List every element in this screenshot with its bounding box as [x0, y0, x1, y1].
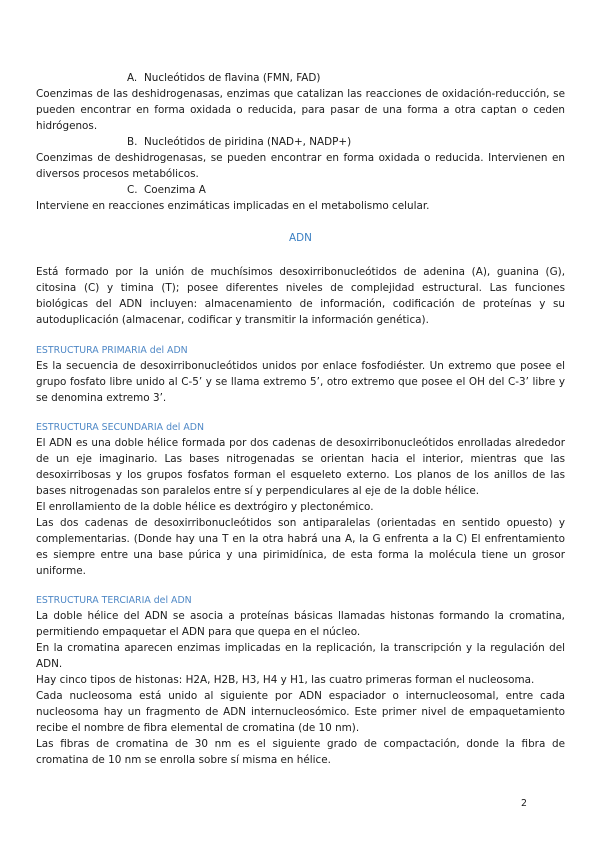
paragraph-terciaria-3: Hay cinco tipos de histonas: H2A, H2B, H3, H4 y H1, las cuatro primeras forman el nucleosoma. [36, 674, 535, 686]
paragraph-primaria: Es la secuencia de desoxirribonucleótidos unidos por enlace fosfodiéster. Un extremo que posee el grupo fosfato libre unido al C-5’ y se llama extremo 5’, otro extremo que posee el OH del C-3’ libre y se denomina extremo 3’. [36, 360, 565, 404]
list-marker: B. [127, 136, 138, 148]
list-item-c [36, 182, 565, 198]
paragraph-flavina: Coenzimas de las deshidrogenasas, enzimas que catalizan las reacciones de oxidación-reducción, se pueden encontrar en forma oxidada o reducida, para pasar de una forma a otra captan o ceden hidrógenos. [36, 88, 565, 132]
list-marker: C. [127, 184, 138, 196]
paragraph-secundaria-1: El ADN es una doble hélice formada por dos cadenas de desoxirribonucleótidos enrolladas alrededor de un eje imaginario. Las bases nitrogenadas se orientan hacia el interior, mientras que las desoxirribosas y los grupos fosfatos forman el esqueleto externo. Los planos de los anillos de las bases nitrogenadas son paralelos entre sí y perpendiculares al eje de la doble hélice. [36, 437, 565, 497]
heading-estructura-terciaria: ESTRUCTURA TERCIARIA del ADN [36, 595, 192, 606]
section-title-adn: ADN [289, 232, 312, 244]
document-page [36, 70, 565, 768]
paragraph-piridina: Coenzimas de deshidrogenasas, se pueden encontrar en forma oxidada o reducida. Intervienen en diversos procesos metabólicos. [36, 152, 565, 180]
paragraph-terciaria-5: Las fibras de cromatina de 30 nm es el siguiente grado de compactación, donde la fibra de cromatina de 10 nm se enrolla sobre sí misma en hélice. [36, 738, 565, 766]
paragraph-secundaria-3: Las dos cadenas de desoxirribonucleótidos son antiparalelas (orientadas en sentido opuesto) y complementarias. (Donde hay una T en la otra habrá una A, la G enfrenta a la C) El enfrentamiento es siempre entre una base púrica y una pirimidínica, de esta forma la molécula tiene un grosor uniforme. [36, 517, 565, 577]
list-item-a [36, 70, 565, 86]
paragraph-adn-intro: Está formado por la unión de muchísimos desoxirribonucleótidos de adenina (A), guanina (G), citosina (C) y timina (T); posee diferentes niveles de complejidad estructural. Las funciones biológicas del ADN incluyen: almacenamiento de información, codificación de proteínas y su autoduplicación (almacenar, codificar y transmitir la información genética). [36, 266, 565, 326]
list-item-title: Coenzima A [144, 184, 206, 196]
list-item-title: Nucleótidos de piridina (NAD+, NADP+) [144, 136, 352, 148]
heading-estructura-secundaria: ESTRUCTURA SECUNDARIA del ADN [36, 422, 205, 433]
paragraph-secundaria-2: El enrollamiento de la doble hélice es dextrógiro y plectonémico. [36, 501, 374, 513]
list-item-b [36, 134, 565, 150]
list-marker: A. [127, 72, 138, 84]
page-number: 2 [521, 798, 527, 809]
paragraph-coenzima-a: Interviene en reacciones enzimáticas implicadas en el metabolismo celular. [36, 200, 430, 212]
list-item-title: Nucleótidos de flavina (FMN, FAD) [144, 72, 321, 84]
paragraph-terciaria-2: En la cromatina aparecen enzimas implicadas en la replicación, la transcripción y la regulación del ADN. [36, 642, 565, 670]
paragraph-terciaria-1: La doble hélice del ADN se asocia a proteínas básicas llamadas histonas formando la cromatina, permitiendo empaquetar el ADN para que quepa en el núcleo. [36, 610, 565, 638]
paragraph-terciaria-4: Cada nucleosoma está unido al siguiente por ADN espaciador o internucleosomal, entre cada nucleosoma hay un fragmento de ADN internucleosómico. Este primer nivel de empaquetamiento recibe el nombre de fibra elemental de cromatina (de 10 nm). [36, 690, 565, 734]
heading-estructura-primaria: ESTRUCTURA PRIMARIA del ADN [36, 345, 188, 356]
